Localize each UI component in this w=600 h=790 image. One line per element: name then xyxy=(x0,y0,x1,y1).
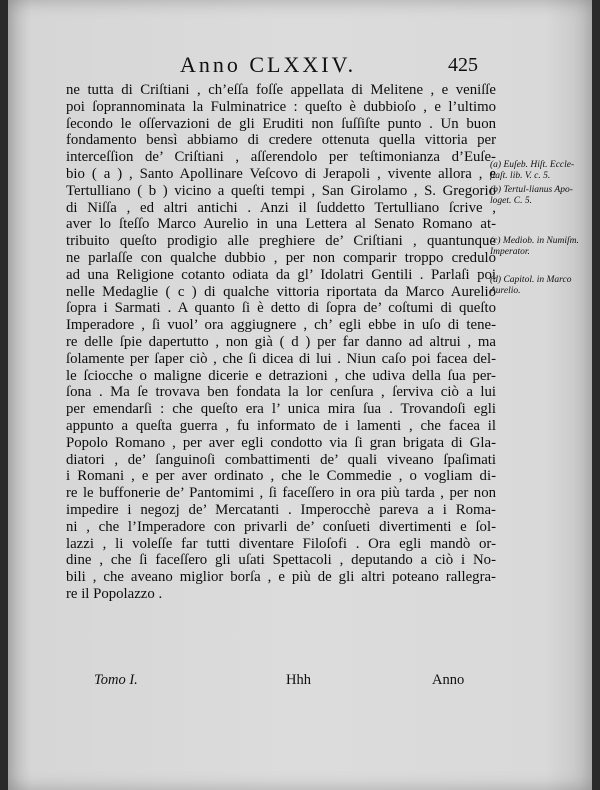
text-line: ſopra i Sarmati . A quanto ſi è detto di ſopra de’ coſtumi di queſto xyxy=(66,300,496,317)
text-line: i Romani , e per aver ordinato , che le Commedie , o vogliam di- xyxy=(66,468,496,485)
text-line: interceſſion de’ Criſtiani , aſſerendolo per teſtimonianza d’Euſe- xyxy=(66,149,496,166)
text-line: bili , che aveano miglior borſa , e più de gli altri poteano rallegra- xyxy=(66,569,496,586)
text-line: ne parlaſſe con qualche dubbio , per non comparir troppo credulo xyxy=(66,249,496,266)
text-line: di Niſſa , ed altri antichi . Anzi il ſuddetto Tertulliano ſcrive , xyxy=(66,199,496,216)
text-line: ad una Religione cotanto odiata da gl’ Idolatri Gentili . Parlaſi poi xyxy=(66,266,496,283)
page-footer xyxy=(8,672,592,694)
margin-note-c: (c) Mediob. in Numiſm. Imperator. xyxy=(490,236,579,257)
text-line: tribuito queſto prodigio alle preghiere de’ Criſtiani , quantunque xyxy=(66,233,496,250)
text-line: Tertulliano ( b ) vicino a queſti tempi , San Girolamo , S. Gregorio xyxy=(66,182,496,199)
book-page xyxy=(8,0,592,790)
margin-note-d: (d) Capitol. in Marco Aurelio. xyxy=(490,275,572,296)
text-line: nelle Medaglie ( c ) di qualche vittoria riportata da Marco Aurelio xyxy=(66,283,496,300)
text-line: poi ſoprannominata la Fulminatrice : queſto è dubbioſo , e l’ultimo xyxy=(66,98,496,115)
text-line: re le buffonerie de’ Pantomimi , ſi faceſſero in ora più tarda , per non xyxy=(66,485,496,502)
text-line: ni , che l’Imperadore con privarli de’ conſueti divertimenti e ſol- xyxy=(66,518,496,535)
margin-note-a: (a) Euſeb. Hiſt. Eccle-ſiaſt. lib. V. c. 5. xyxy=(490,160,575,181)
text-line: diatori , de’ ſanguinoſi combattimenti de’ quali viveano ſpaſimati xyxy=(66,451,496,468)
text-line: lazzi , li voleſſe far tutti diventare Filoſofi . Ora egli mandò or- xyxy=(66,535,496,552)
text-line: ſolamente per ſaper ciò , che ſi dicea di lui . Niun caſo poi facea del- xyxy=(66,350,496,367)
text-line: re il Popolazzo . xyxy=(66,585,163,602)
text-line: fondamento bensì abbiamo di credere ottenuta quella vittoria per xyxy=(66,132,496,149)
running-title: Anno CLXXIV. xyxy=(180,52,357,77)
text-line: impedire i negozj de’ Mercatanti . Imperocchè pareva a i Roma- xyxy=(66,501,496,518)
margin-notes xyxy=(490,160,580,302)
text-line: appunto a queſta guerra , fu informato de i lamenti , che facea il xyxy=(66,417,496,434)
text-line: bio ( a ) , Santo Apollinare Veſcovo di Jerapoli , vivente allora , e xyxy=(66,165,496,182)
page-number: 425 xyxy=(448,54,478,76)
text-line: Popolo Romano , per aver egli condotto via ſi gran brigata di Gla- xyxy=(66,434,496,451)
text-line: ſona . Ma ſe trovava ben fondata la lor cenſura , ſerviva ciò a lui xyxy=(66,384,496,401)
text-line: per emendarſi : che queſto era l’ unica mira ſua . Trovandoſi egli xyxy=(66,401,496,418)
main-text-block xyxy=(66,82,496,603)
running-header xyxy=(8,52,592,78)
text-line: Imperadore , ſi vuol’ ora aggiugnere , ch’ egli ebbe in uſo di tene- xyxy=(66,317,496,334)
text-line: ne tutta di Criſtiani , ch’eſſa foſſe appellata di Melitene , e veniſſe xyxy=(66,82,496,98)
text-line: dine , che ſi faceſſero gli uſati Spettacoli , deputando a ciò i No- xyxy=(66,552,496,569)
volume-label: Tomo I. xyxy=(94,672,138,688)
text-line: re delle ſpie dapertutto , non già ( d ) per far danno ad altrui , ma xyxy=(66,333,496,350)
signature-mark: Hhh xyxy=(286,672,311,688)
text-line: ſecondo le oſſervazioni de gli Eruditi non ſuſſiſte punto . Un buon xyxy=(66,115,496,132)
text-line: aver lo ſteſſo Marco Aurelio in una Lettera al Senato Romano at- xyxy=(66,216,496,233)
margin-note-b: (b) Tertul-lianus Apo-loget. C. 5. xyxy=(490,185,573,206)
catchword: Anno xyxy=(432,672,465,688)
text-line: le ſciocche o maligne dicerie e detrazioni , che udiva della ſua per- xyxy=(66,367,496,384)
